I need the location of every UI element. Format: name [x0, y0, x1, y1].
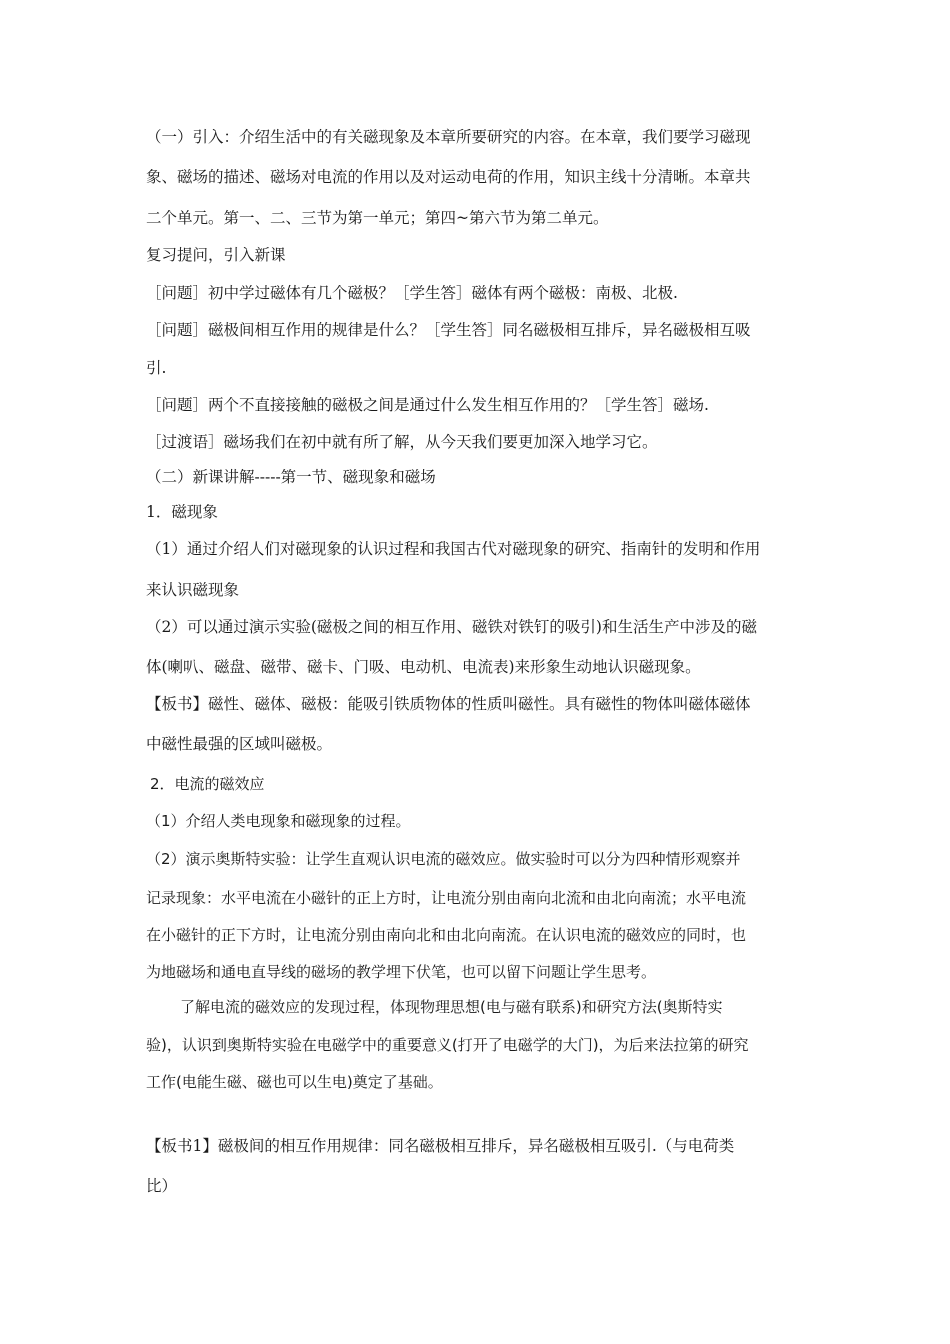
board-note-2-line-2: 比） — [146, 1177, 178, 1195]
item-4-line-4: 为地磁场和通电直导线的磁场的教学埋下伏笔，也可以留下问题让学生思考。 — [146, 963, 657, 981]
board-note-line-2: 中磁性最强的区域叫磁极。 — [146, 735, 333, 753]
paragraph-line-2: 验)，认识到奥斯特实验在电磁学中的重要意义(打开了电磁学的大门)，为后来法拉第的研究 — [146, 1036, 749, 1054]
item-2-line-1: （2）可以通过演示实验(磁极之间的相互作用、磁铁对铁钉的吸引)和生活生产中涉及的磁 — [146, 618, 757, 636]
item-4-line-3: 在小磁针的正下方时，让电流分别由南向北和由北向南流。在认识电流的磁效应的同时，也 — [146, 926, 747, 944]
intro-line-2: 象、磁场的描述、磁场对电流的作用以及对运动电荷的作用，知识主线十分清晰。本章共 — [146, 168, 751, 186]
item-1-line-2: 来认识磁现象 — [146, 581, 240, 599]
board-note-line-1: 【板书】磁性、磁体、磁极：能吸引铁质物体的性质叫磁性。具有磁性的物体叫磁体磁体 — [146, 695, 751, 713]
paragraph-line-1: 了解电流的磁效应的发现过程，体现物理思想(电与磁有联系)和研究方法(奥斯特实 — [180, 998, 723, 1016]
question-3: ［问题］两个不直接接触的磁极之间是通过什么发生相互作用的？［学生答］磁场. — [146, 396, 709, 414]
item-4-line-2: 记录现象：水平电流在小磁针的正上方时，让电流分别由南向北流和由北向南流；水平电流 — [146, 889, 747, 907]
intro-line-1: （一）引入：介绍生活中的有关磁现象及本章所要研究的内容。在本章，我们要学习磁现 — [146, 128, 751, 146]
review-heading: 复习提问，引入新课 — [146, 246, 286, 264]
board-note-2-line-1: 【板书1】磁极间的相互作用规律：同名磁极相互排斥，异名磁极相互吸引.（与电荷类 — [146, 1137, 735, 1155]
question-1: ［问题］初中学过磁体有几个磁极？［学生答］磁体有两个磁极：南极、北极. — [146, 284, 678, 302]
question-2: ［问题］磁极间相互作用的规律是什么？［学生答］同名磁极相互排斥，异名磁极相互吸 — [146, 321, 751, 339]
subsection-1-heading: 1．磁现象 — [146, 503, 218, 521]
subsection-2-heading: 2．电流的磁效应 — [150, 775, 265, 793]
section-heading: （二）新课讲解-----第一节、磁现象和磁场 — [146, 468, 436, 486]
intro-line-3: 二个单元。第一、二、三节为第一单元；第四~第六节为第二单元。 — [146, 209, 609, 227]
item-1-line-1: （1）通过介绍人们对磁现象的认识过程和我国古代对磁现象的研究、指南针的发明和作用 — [146, 540, 761, 558]
transition-line: ［过渡语］磁场我们在初中就有所了解，从今天我们要更加深入地学习它。 — [146, 433, 658, 451]
paragraph-line-3: 工作(电能生磁、磁也可以生电)奠定了基础。 — [146, 1073, 443, 1091]
item-2-line-2: 体(喇叭、磁盘、磁带、磁卡、门吸、电动机、电流表)来形象生动地认识磁现象。 — [146, 658, 701, 676]
item-4-line-1: （2）演示奥斯特实验：让学生直观认识电流的磁效应。做实验时可以分为四种情形观察并 — [146, 850, 741, 868]
question-2-cont: 引. — [146, 359, 167, 377]
item-3-line-1: （1）介绍人类电现象和磁现象的过程。 — [146, 812, 411, 830]
